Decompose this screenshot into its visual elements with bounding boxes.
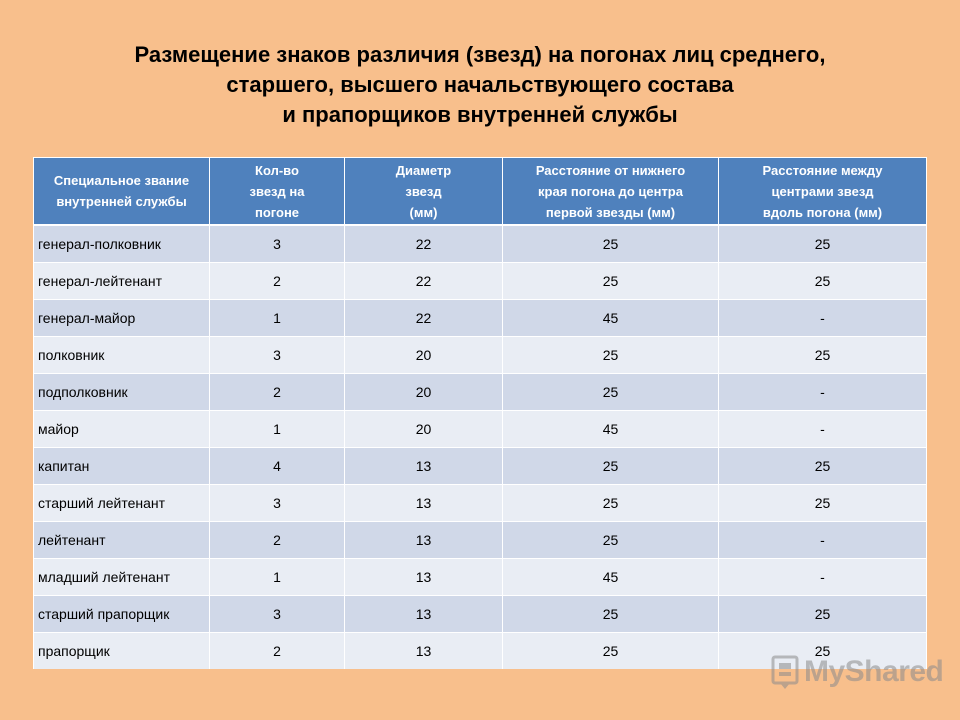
cell-star-spacing: 25 bbox=[719, 337, 927, 374]
cell-diameter: 22 bbox=[345, 263, 503, 300]
cell-star-spacing: 25 bbox=[719, 225, 927, 263]
cell-rank: генерал-майор bbox=[34, 300, 210, 337]
cell-edge-distance: 25 bbox=[503, 522, 719, 559]
cell-star-spacing: 25 bbox=[719, 596, 927, 633]
cell-rank: старший лейтенант bbox=[34, 485, 210, 522]
cell-edge-distance: 25 bbox=[503, 596, 719, 633]
cell-rank: майор bbox=[34, 411, 210, 448]
cell-star-spacing: 25 bbox=[719, 485, 927, 522]
cell-star-count: 2 bbox=[210, 263, 345, 300]
cell-edge-distance: 25 bbox=[503, 448, 719, 485]
cell-rank: полковник bbox=[34, 337, 210, 374]
table-row bbox=[34, 374, 927, 411]
title-line-2: старшего, высшего начальствующего состава bbox=[226, 72, 734, 97]
title-line-3: и прапорщиков внутренней службы bbox=[282, 102, 678, 127]
cell-star-spacing: - bbox=[719, 559, 927, 596]
cell-star-count: 3 bbox=[210, 225, 345, 263]
cell-rank: лейтенант bbox=[34, 522, 210, 559]
cell-star-count: 2 bbox=[210, 522, 345, 559]
rank-stars-table-container bbox=[33, 157, 926, 669]
header-star-count: Кол-во звезд на погоне bbox=[210, 158, 345, 226]
cell-edge-distance: 45 bbox=[503, 411, 719, 448]
cell-diameter: 20 bbox=[345, 411, 503, 448]
cell-star-count: 3 bbox=[210, 596, 345, 633]
cell-diameter: 13 bbox=[345, 485, 503, 522]
cell-edge-distance: 25 bbox=[503, 337, 719, 374]
header-rank: Специальное звание внутренней службы bbox=[34, 158, 210, 226]
cell-rank: генерал-лейтенант bbox=[34, 263, 210, 300]
cell-rank: прапорщик bbox=[34, 633, 210, 670]
cell-star-spacing: 25 bbox=[719, 633, 927, 670]
cell-rank: старший прапорщик bbox=[34, 596, 210, 633]
table-header-row bbox=[34, 158, 927, 226]
cell-diameter: 22 bbox=[345, 225, 503, 263]
cell-diameter: 13 bbox=[345, 596, 503, 633]
cell-star-count: 4 bbox=[210, 448, 345, 485]
cell-edge-distance: 45 bbox=[503, 559, 719, 596]
cell-edge-distance: 45 bbox=[503, 300, 719, 337]
cell-star-count: 1 bbox=[210, 411, 345, 448]
table-row bbox=[34, 300, 927, 337]
header-distance-between-stars: Расстояние между центрами звезд вдоль погона (мм) bbox=[719, 158, 927, 226]
cell-star-count: 3 bbox=[210, 485, 345, 522]
table-row bbox=[34, 337, 927, 374]
header-distance-from-edge: Расстояние от нижнего края погона до центра первой звезды (мм) bbox=[503, 158, 719, 226]
cell-edge-distance: 25 bbox=[503, 633, 719, 670]
page-title bbox=[40, 40, 920, 130]
cell-star-spacing: - bbox=[719, 522, 927, 559]
cell-edge-distance: 25 bbox=[503, 374, 719, 411]
table-row bbox=[34, 263, 927, 300]
cell-star-spacing: - bbox=[719, 411, 927, 448]
cell-diameter: 13 bbox=[345, 559, 503, 596]
cell-diameter: 22 bbox=[345, 300, 503, 337]
title-line-1: Размещение знаков различия (звезд) на погонах лиц среднего, bbox=[134, 42, 826, 67]
watermark-text: MyShared bbox=[804, 655, 944, 688]
cell-star-spacing: 25 bbox=[719, 448, 927, 485]
myshared-watermark bbox=[770, 652, 943, 692]
table-row bbox=[34, 522, 927, 559]
cell-star-spacing: - bbox=[719, 300, 927, 337]
cell-star-spacing: - bbox=[719, 374, 927, 411]
table-row bbox=[34, 411, 927, 448]
cell-edge-distance: 25 bbox=[503, 485, 719, 522]
cell-star-count: 1 bbox=[210, 559, 345, 596]
table-row bbox=[34, 448, 927, 485]
myshared-logo-icon bbox=[770, 655, 800, 689]
cell-diameter: 13 bbox=[345, 522, 503, 559]
cell-rank: капитан bbox=[34, 448, 210, 485]
cell-diameter: 13 bbox=[345, 448, 503, 485]
table-row bbox=[34, 596, 927, 633]
header-star-diameter: Диаметр звезд (мм) bbox=[345, 158, 503, 226]
cell-star-count: 1 bbox=[210, 300, 345, 337]
cell-star-spacing: 25 bbox=[719, 263, 927, 300]
rank-stars-table bbox=[33, 157, 927, 669]
table-row bbox=[34, 485, 927, 522]
cell-rank: генерал-полковник bbox=[34, 225, 210, 263]
cell-star-count: 2 bbox=[210, 633, 345, 670]
cell-diameter: 20 bbox=[345, 337, 503, 374]
table-row bbox=[34, 559, 927, 596]
cell-diameter: 13 bbox=[345, 633, 503, 670]
cell-edge-distance: 25 bbox=[503, 263, 719, 300]
cell-star-count: 2 bbox=[210, 374, 345, 411]
cell-diameter: 20 bbox=[345, 374, 503, 411]
cell-star-count: 3 bbox=[210, 337, 345, 374]
cell-edge-distance: 25 bbox=[503, 225, 719, 263]
table-row bbox=[34, 225, 927, 263]
cell-rank: младший лейтенант bbox=[34, 559, 210, 596]
cell-rank: подполковник bbox=[34, 374, 210, 411]
